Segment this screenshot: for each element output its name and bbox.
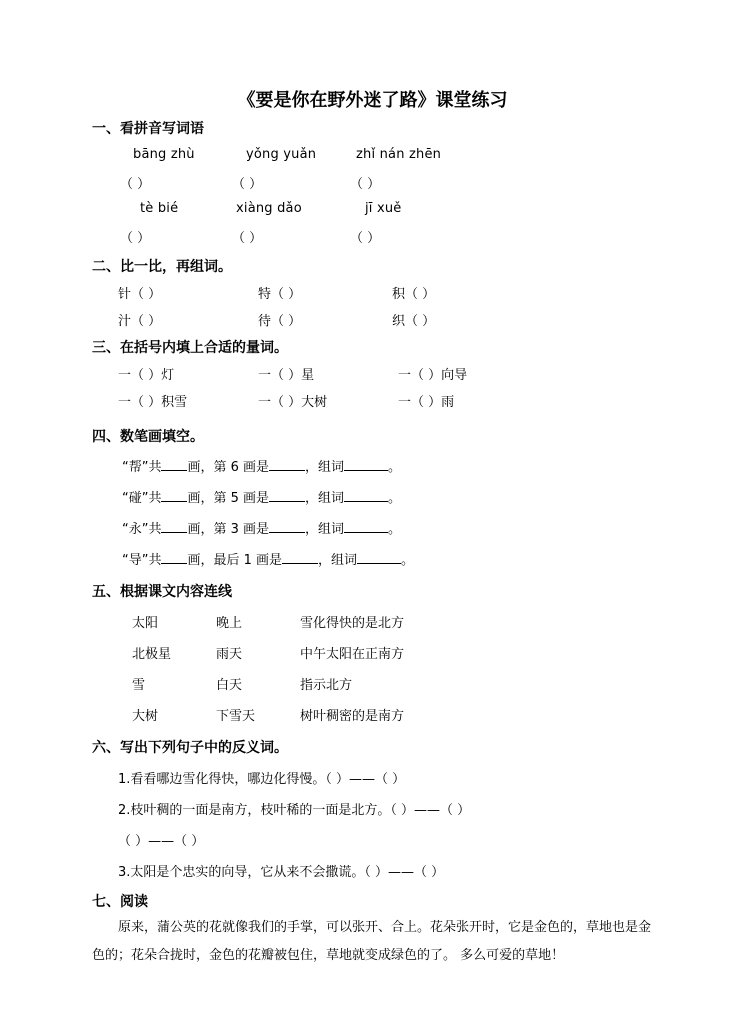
- answer-paren: （ ）: [350, 177, 381, 192]
- compare-item: 汁（ ）: [118, 314, 162, 329]
- match-right: 雪化得快的是北方: [300, 616, 405, 631]
- pinyin-jixue: jī xuě: [365, 201, 402, 216]
- pinyin-xiangdao: xiàng dǎo: [236, 201, 302, 216]
- section-1-heading: 一、看拼音写词语: [92, 121, 204, 137]
- match-left: 北极星: [132, 647, 172, 662]
- measure-item: 一（ ）灯: [118, 368, 175, 383]
- pinyin-tebie: tè bié: [140, 201, 179, 216]
- section-5-heading: 五、根据课文内容连线: [92, 584, 232, 600]
- match-right: 树叶稠密的是南方: [300, 709, 405, 724]
- answer-paren: （ ）: [120, 231, 151, 246]
- stroke-question: “碰”共 画，第 5 画是 ，组词 。: [122, 491, 402, 506]
- section-6-heading: 六、写出下列句子中的反义词。: [92, 740, 288, 756]
- match-middle: 下雪天: [216, 709, 256, 724]
- section-4-heading: 四、数笔画填空。: [92, 429, 204, 445]
- answer-paren: （ ）: [120, 177, 151, 192]
- pinyin-zhinanzhen: zhǐ nán zhēn: [356, 147, 442, 162]
- match-middle: 雨天: [216, 647, 243, 662]
- match-middle: 白天: [216, 678, 243, 693]
- compare-item: 待（ ）: [258, 314, 302, 329]
- section-2-heading: 二、比一比，再组词。: [92, 259, 232, 275]
- antonym-question-2-extra: （ ）——（ ）: [118, 834, 205, 849]
- pinyin-yongyuan: yǒng yuǎn: [246, 147, 317, 162]
- antonym-question-1: 1.看看哪边雪化得快，哪边化得慢。（ ）——（ ）: [118, 772, 406, 787]
- answer-paren: （ ）: [232, 231, 263, 246]
- compare-item: 特（ ）: [258, 287, 302, 302]
- page-title: 《要是你在野外迷了路》课堂练习: [237, 90, 508, 111]
- match-left: 大树: [132, 709, 159, 724]
- compare-item: 织（ ）: [392, 314, 436, 329]
- answer-paren: （ ）: [232, 177, 263, 192]
- measure-item: 一（ ）积雪: [118, 395, 188, 410]
- measure-item: 一（ ）雨: [398, 395, 455, 410]
- antonym-question-2: 2.枝叶稠的一面是南方，枝叶稀的一面是北方。（ ）——（ ）: [118, 803, 471, 818]
- antonym-question-3: 3.太阳是个忠实的向导，它从来不会撒谎。（ ）——（ ）: [118, 865, 445, 880]
- match-left: 太阳: [132, 616, 159, 631]
- pinyin-bangzhu: bāng zhù: [133, 147, 195, 162]
- section-7-heading: 七、阅读: [92, 894, 148, 910]
- compare-item: 针（ ）: [118, 287, 162, 302]
- measure-item: 一（ ）星: [258, 368, 315, 383]
- stroke-question: “永”共 画，第 3 画是 ，组词 。: [122, 522, 402, 537]
- stroke-question: “帮”共 画，第 6 画是 ，组词 。: [122, 460, 402, 475]
- match-right: 中午太阳在正南方: [300, 647, 405, 662]
- measure-item: 一（ ）向导: [398, 368, 468, 383]
- compare-item: 积（ ）: [392, 287, 436, 302]
- reading-paragraph: 原来，蒲公英的花就像我们的手掌，可以张开、合上。花朵张开时，它是金色的，草地也是金色的；花朵合拢时，金色的花瓣被包住，草地就变成绿色的了。 多么可爱的草地！: [92, 920, 652, 963]
- answer-paren: （ ）: [350, 231, 381, 246]
- match-middle: 晚上: [216, 616, 243, 631]
- stroke-question: “导”共 画，最后 1 画是 ，组词 。: [122, 553, 415, 568]
- match-right: 指示北方: [300, 678, 353, 693]
- measure-item: 一（ ）大树: [258, 395, 328, 410]
- match-left: 雪: [132, 678, 146, 693]
- section-3-heading: 三、在括号内填上合适的量词。: [92, 340, 288, 356]
